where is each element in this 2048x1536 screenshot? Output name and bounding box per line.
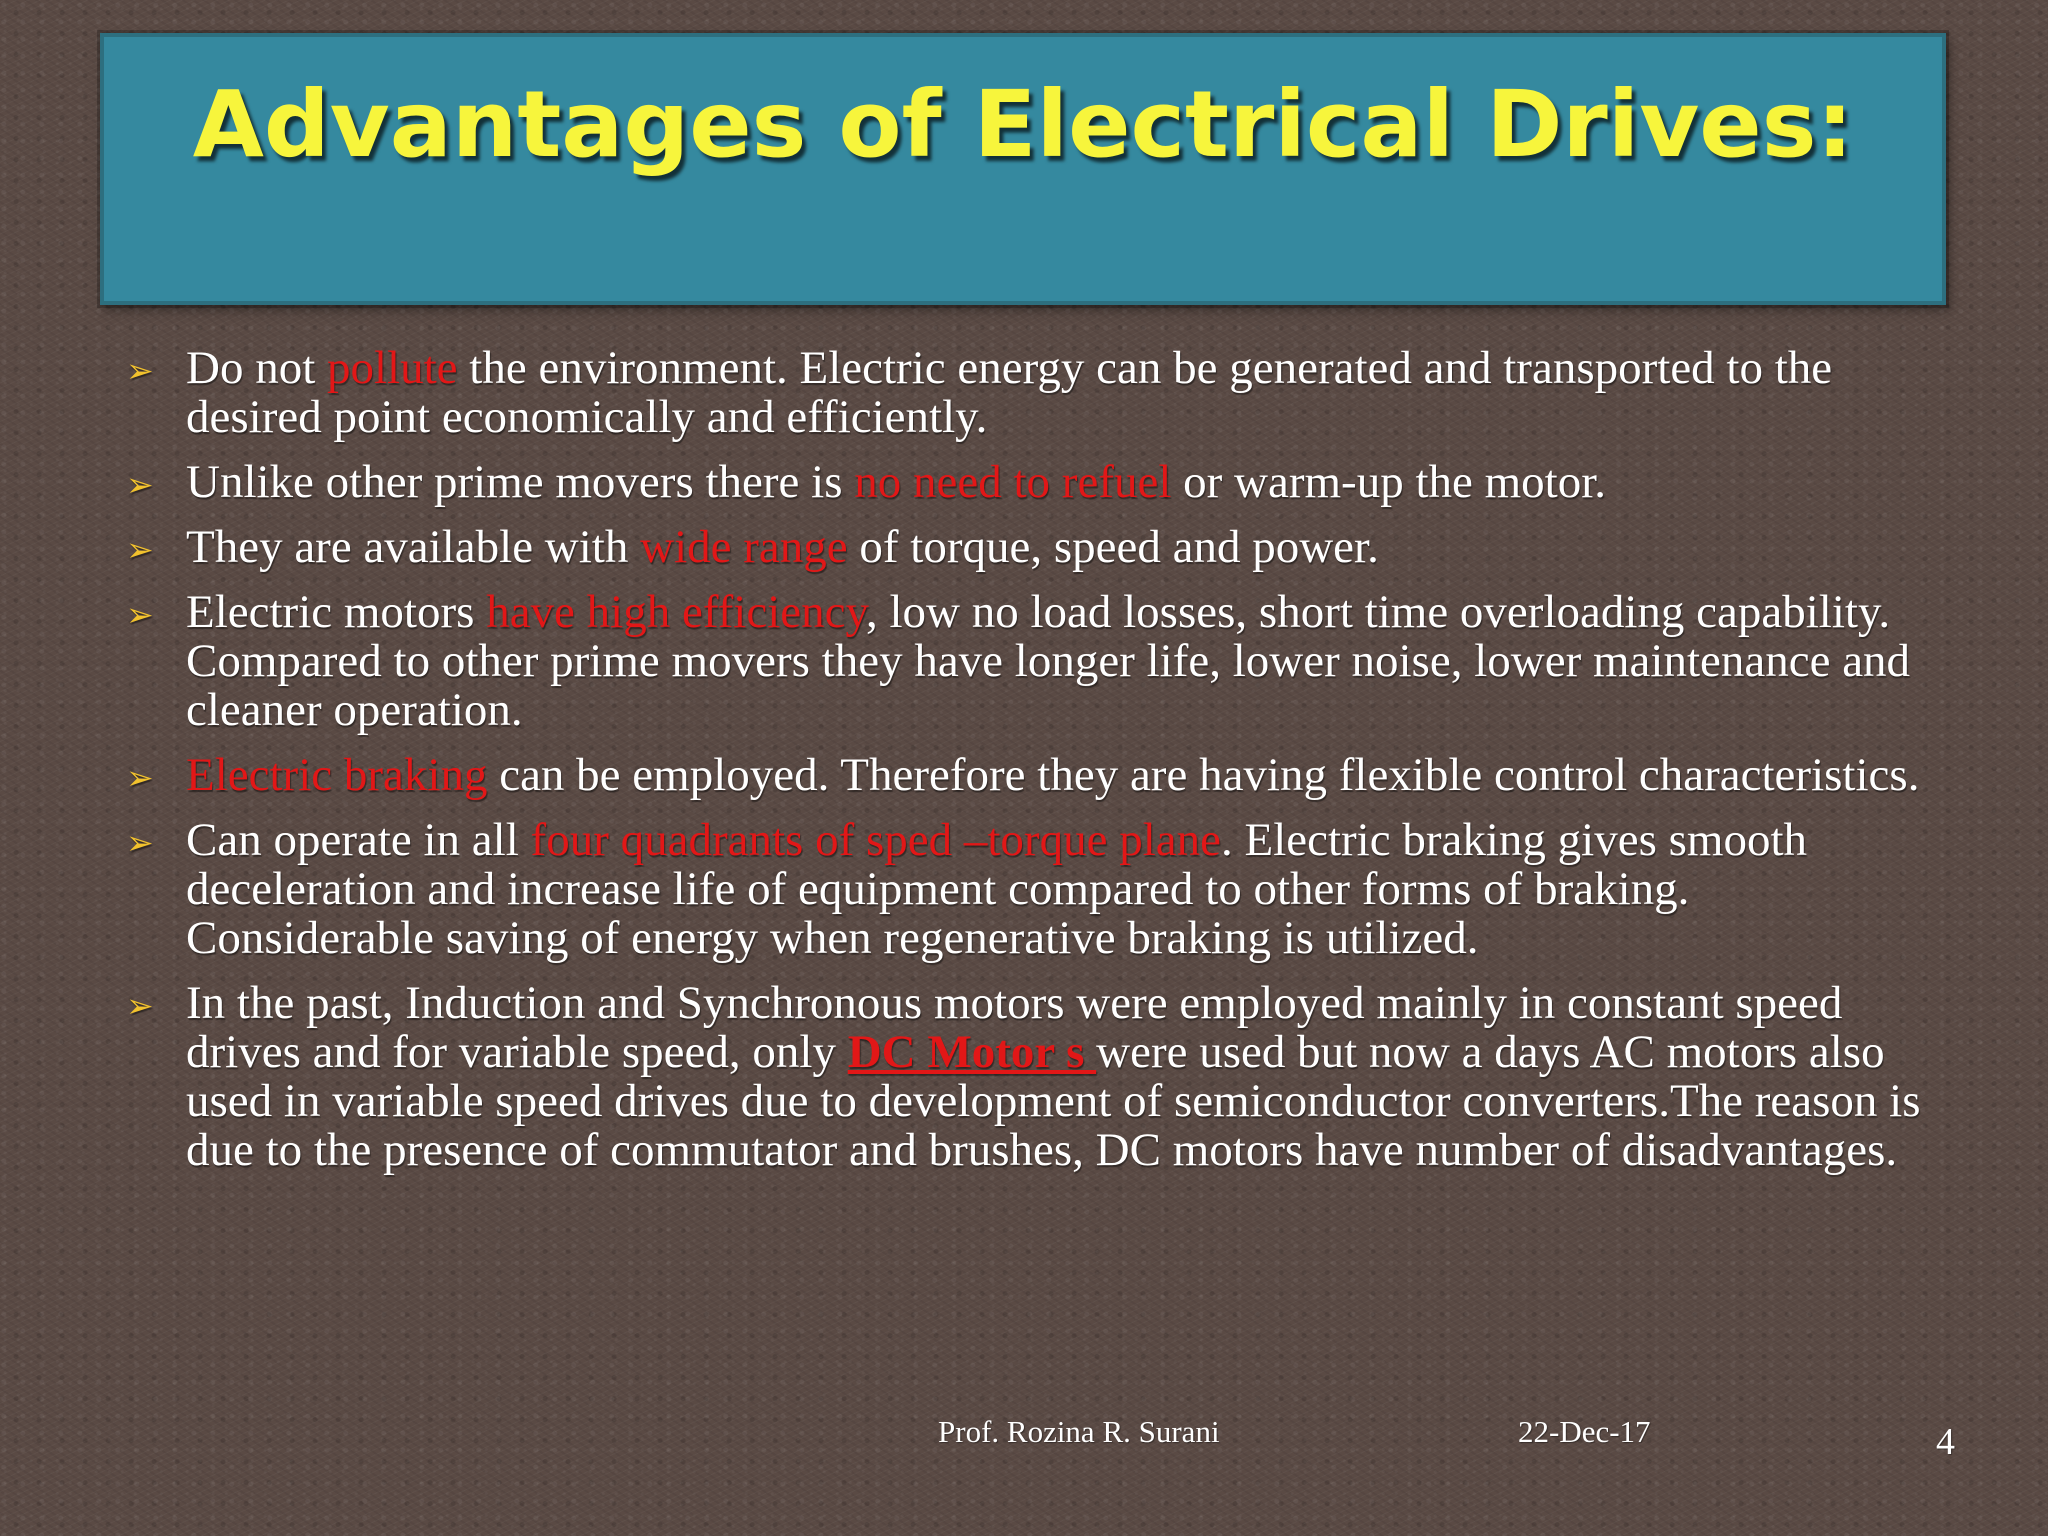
highlighted-text: Electric braking	[186, 749, 488, 801]
arrowhead-bullet-icon: ➢	[126, 351, 154, 390]
bullet-text: Do not	[186, 342, 327, 394]
highlighted-text: no need to refuel	[854, 456, 1172, 508]
highlighted-text: four quadrants of sped –torque plane	[530, 814, 1221, 866]
arrowhead-bullet-icon: ➢	[126, 595, 154, 634]
highlighted-text: have high efficiency	[486, 586, 866, 638]
bullet-range	[126, 523, 1938, 572]
highlighted-text: pollute	[327, 342, 458, 394]
bullet-text: Electric motors	[186, 586, 487, 638]
bullet-history	[126, 979, 1938, 1175]
bullet-text: can be employed. Therefore they are having flexible control characteristics.	[487, 749, 1920, 801]
bullet-text: of torque, speed and power.	[847, 521, 1379, 573]
bullet-text: , low no load losses, short time overloading capability. Compared to other prime movers they have longer life, lower noise, lower maintenance and cleaner operation.	[186, 586, 1911, 736]
bullet-pollution	[126, 344, 1938, 442]
bullet-quadrants	[126, 816, 1938, 963]
footer-author: Prof. Rozina R. Surani	[938, 1414, 1220, 1449]
bullet-text: Can operate in all	[186, 814, 531, 866]
bullet-text: were used but now a days AC motors also used in variable speed drives due to development of semiconductor converters.The reason is due to the presence of commutator and brushes, DC motors have number of disadvantages.	[186, 1026, 1921, 1176]
bullet-text: . Electric braking gives smooth deceleration and increase life of equipment compared to other forms of braking. Considerable saving of energy when regenerative braking is utilized.	[186, 814, 1808, 964]
highlighted-text: wide range	[640, 521, 848, 573]
bullet-text: the environment. Electric energy can be generated and transported to the desired point economically and efficiently.	[186, 342, 1833, 443]
title-box	[100, 33, 1946, 305]
slide-title: Advantages of Electrical Drives:	[192, 71, 1854, 178]
bullet-text: They are available with	[186, 521, 641, 573]
bullet-text: Unlike other prime movers there is	[186, 456, 855, 508]
bullet-efficiency	[126, 588, 1938, 735]
bullet-text: In the past, Induction and Synchronous motors were employed mainly in constant speed drives and for variable speed, only	[186, 977, 1843, 1078]
arrowhead-bullet-icon: ➢	[126, 823, 154, 862]
bullet-braking	[126, 751, 1938, 800]
arrowhead-bullet-icon: ➢	[126, 465, 154, 504]
arrowhead-bullet-icon: ➢	[126, 986, 154, 1025]
page-number: 4	[1936, 1421, 1955, 1463]
dc-motors-link[interactable]: DC Motor s	[847, 1026, 1097, 1078]
footer-date: 22-Dec-17	[1518, 1414, 1651, 1449]
bullet-text: or warm-up the motor.	[1171, 456, 1607, 508]
arrowhead-bullet-icon: ➢	[126, 758, 154, 797]
bullet-list	[126, 344, 1938, 1191]
bullet-refuel	[126, 458, 1938, 507]
arrowhead-bullet-icon: ➢	[126, 530, 154, 569]
